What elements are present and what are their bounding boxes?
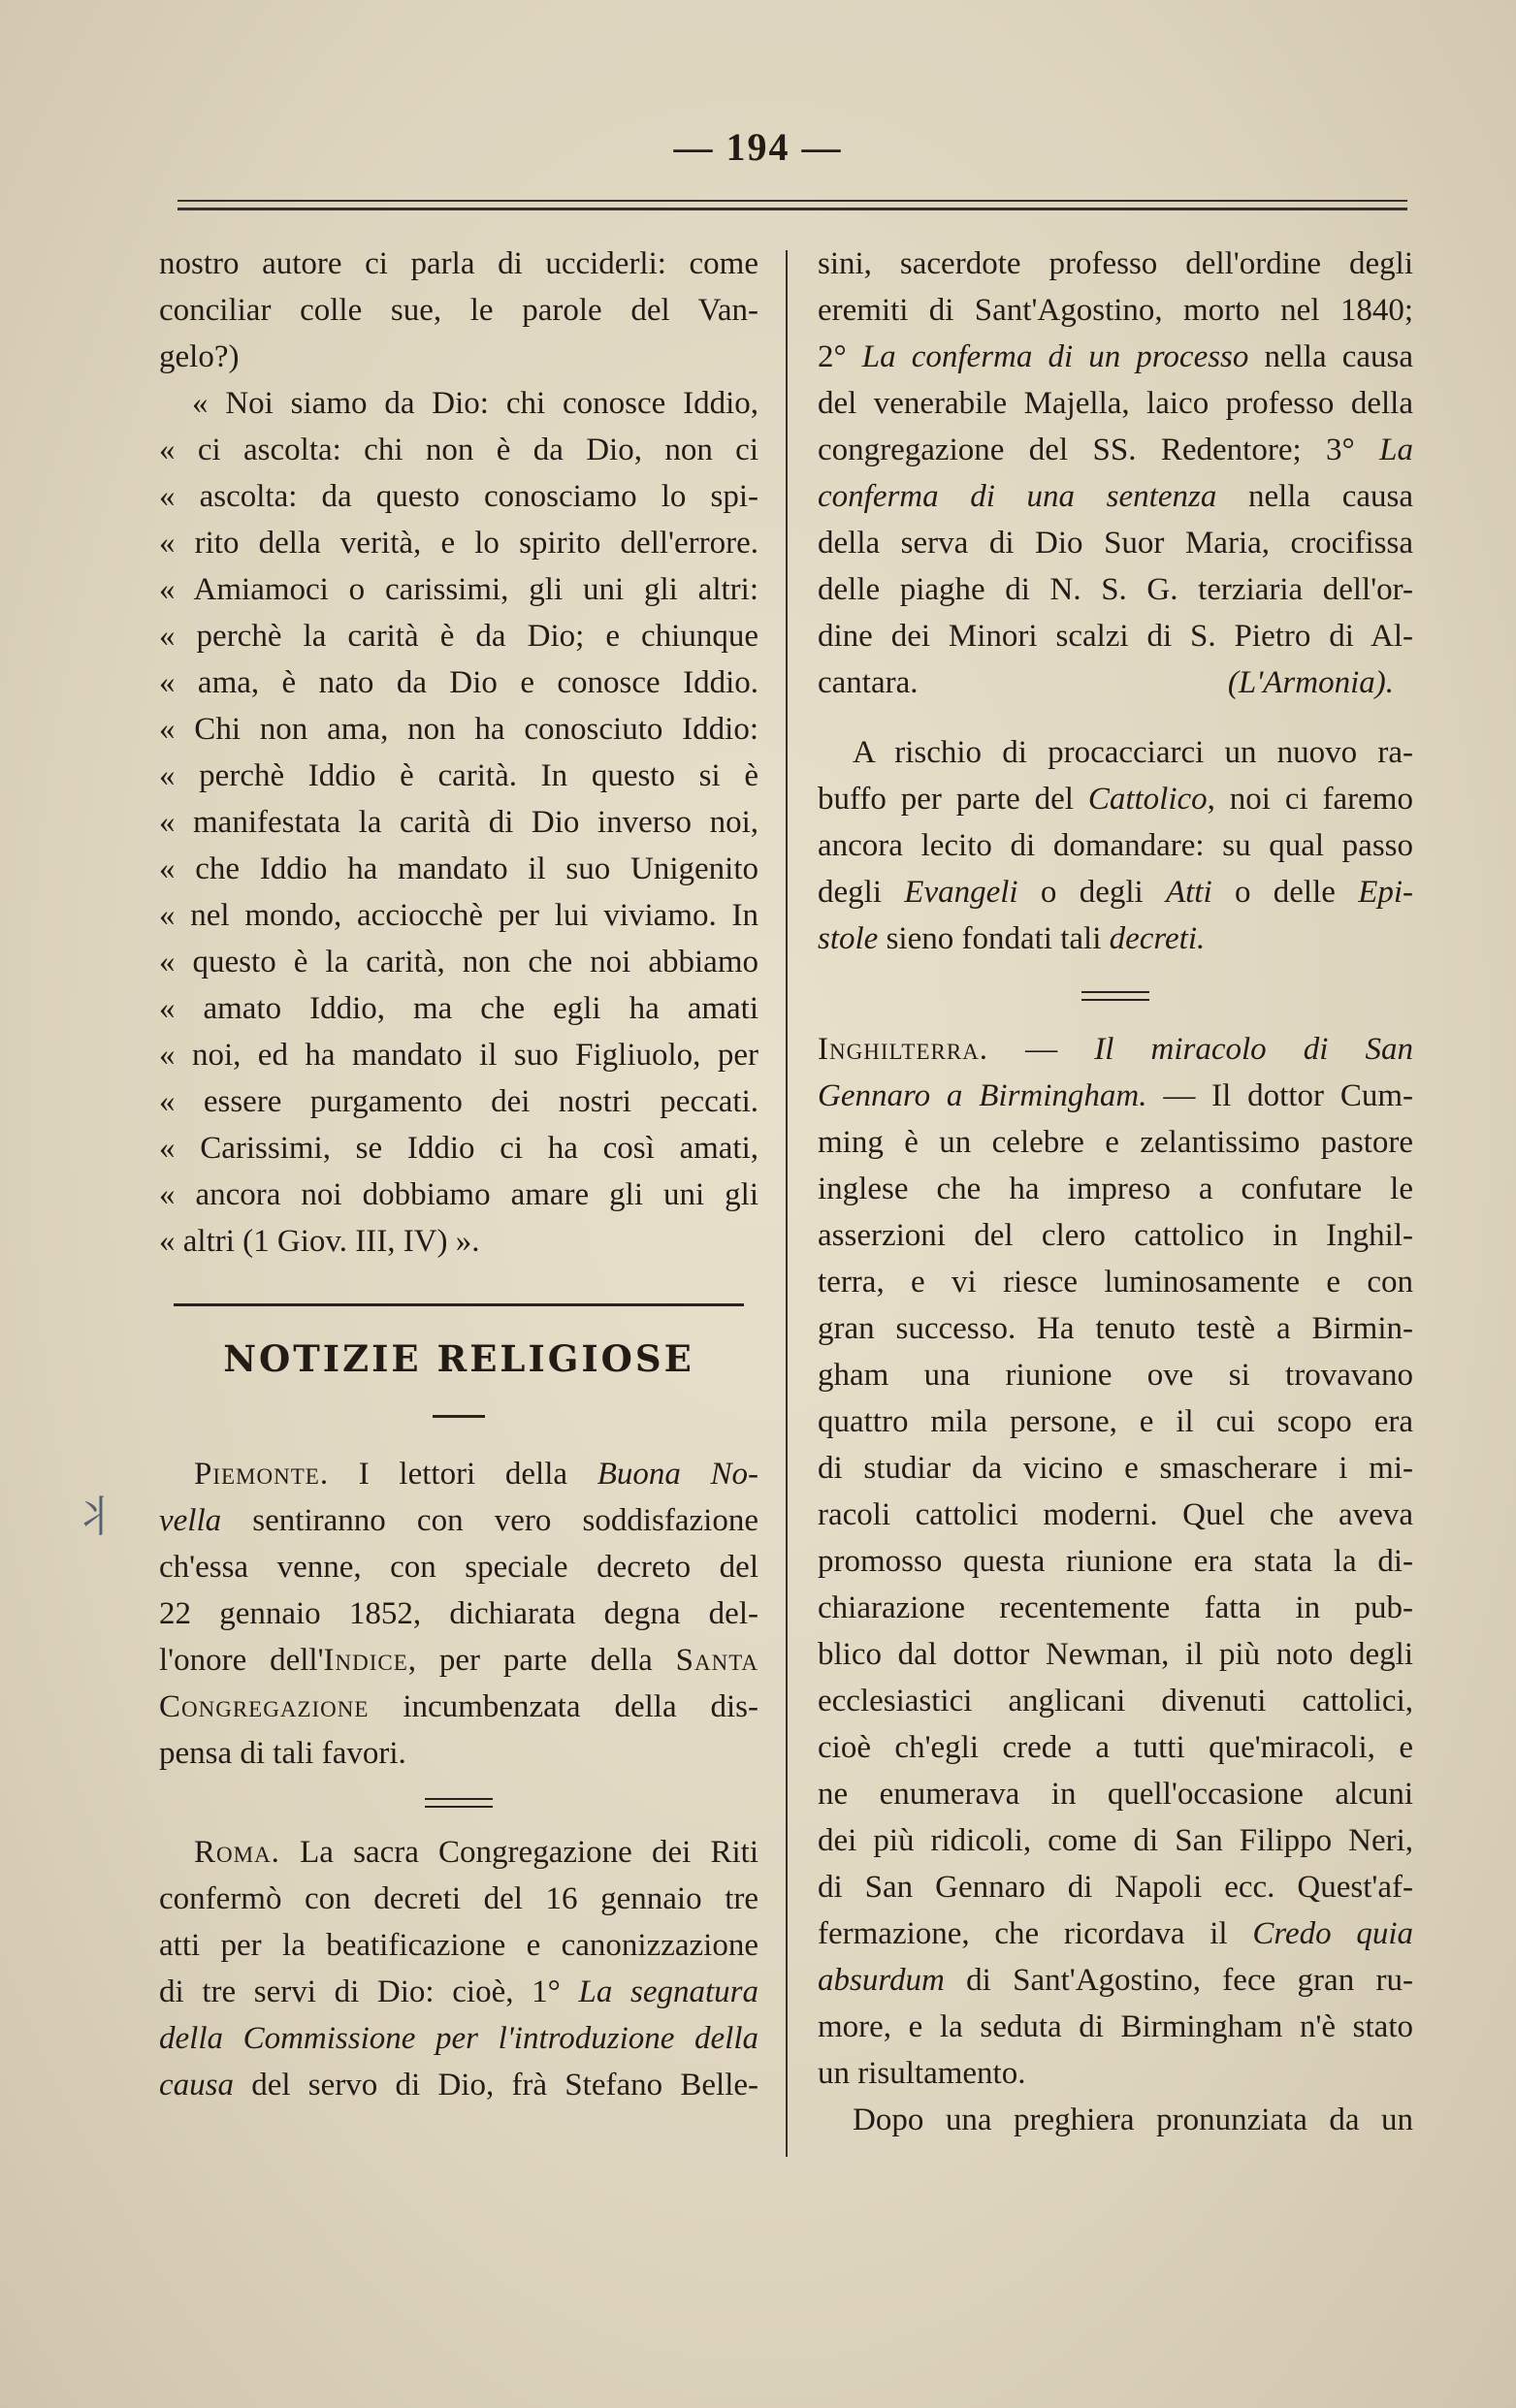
quote-line: « questo è la carità, non che noi abbiamo <box>159 945 758 979</box>
text-line <box>818 1957 1413 2004</box>
quote-line: « perchè Iddio è carità. In questo si è <box>159 758 758 793</box>
text-line: conciliar colle sue, le parole del Van- <box>159 293 758 328</box>
text-run: nella causa <box>1248 339 1413 374</box>
text-line <box>818 869 1413 915</box>
text-line <box>159 1637 758 1684</box>
text-line <box>159 1497 758 1544</box>
right-column <box>818 241 1413 2143</box>
quote-line: « Noi siamo da Dio: chi conosce Iddio, <box>192 386 758 421</box>
text-run: La sacra Congregazione dei Riti <box>279 1835 758 1870</box>
text-line: ne enumerava in quell'occasione alcuni <box>818 1777 1413 1812</box>
italic-run: Cattolico <box>1087 782 1208 817</box>
text-run: di Sant'Agostino, fece gran ru- <box>944 1963 1413 1998</box>
quote-line: « ancora noi dobbiamo amare gli uni gli <box>159 1177 758 1212</box>
quote-line: « amato Iddio, ma che egli ha amati <box>159 991 758 1026</box>
quote-line: « Amiamoci o carissimi, gli uni gli altri: <box>159 572 758 607</box>
text-line: ancora lecito di domandare: su qual passo <box>818 828 1413 863</box>
text-line: racoli cattolici moderni. Quel che aveva <box>818 1497 1413 1532</box>
text-line: un risultamento. <box>818 2056 1026 2091</box>
piemonte-paragraph <box>159 1451 758 1777</box>
quote-line: « ama, è nato da Dio e conosce Iddio. <box>159 665 758 700</box>
text-line: quattro mila persone, e il cui scopo era <box>818 1404 1413 1439</box>
place-name: Roma. <box>194 1835 280 1870</box>
text-run: incumbenzata della dis- <box>369 1689 758 1724</box>
italic-run: causa <box>159 2068 234 2103</box>
quote-line: « altri (1 Giov. III, IV) ». <box>159 1224 480 1259</box>
text-line: ming è un celebre e zelantissimo pastore <box>818 1125 1413 1160</box>
text-run: l'onore dell' <box>159 1643 324 1678</box>
text-run: del servo di Dio, frà Stefano Belle- <box>234 2068 758 2103</box>
italic-run: Atti <box>1165 875 1212 910</box>
text-line: A rischio di procacciarci un nuovo ra- <box>853 735 1413 770</box>
text-line: dine dei Minori scalzi di S. Pietro di Al- <box>818 619 1413 654</box>
text-line: ch'essa venne, con speciale decreto del <box>159 1550 758 1585</box>
italic-run: La segnatura <box>578 1975 758 2009</box>
left-column <box>159 241 758 2108</box>
text-line: confermò con decreti del 16 gennaio tre <box>159 1881 758 1916</box>
text-line: 22 gennaio 1852, dichiarata degna del- <box>159 1596 758 1631</box>
text-line <box>159 1684 758 1730</box>
text-run: o degli <box>1017 875 1166 910</box>
final-paragraph <box>818 2097 1413 2143</box>
italic-run: stole <box>818 921 879 956</box>
inghilterra-paragraph <box>818 1026 1413 2097</box>
text-run: — Il dottor Cum- <box>1146 1078 1413 1113</box>
text-line: ecclesiastici anglicani divenuti cattolici, <box>818 1684 1413 1718</box>
text-line: asserzioni del clero cattolico in Inghil- <box>818 1218 1413 1253</box>
margin-annotation-mark: ⺦ <box>74 1493 116 1542</box>
quote-line: « nel mondo, acciocchè per lui viviamo. In <box>159 898 758 933</box>
text-run: cantara. <box>818 665 919 700</box>
text-line: eremiti di Sant'Agostino, morto nel 1840; <box>818 293 1413 328</box>
text-line: atti per la beatificazione e canonizzazione <box>159 1928 758 1963</box>
quote-line: « che Iddio ha mandato il suo Unigenito <box>159 851 758 886</box>
text-run: nella causa <box>1216 479 1413 514</box>
smallcaps-run: Congregazione <box>159 1689 370 1724</box>
page-number: — 194 — <box>673 125 843 169</box>
source-citation: (L'Armonia). <box>1227 665 1394 700</box>
text-line <box>818 1073 1413 1119</box>
text-line: cioè ch'egli crede a tutti que'miracoli, e <box>818 1730 1413 1765</box>
text-line: Dopo una preghiera pronunziata da un <box>853 2103 1413 2137</box>
text-line <box>159 2062 758 2108</box>
quote-line: « ascolta: da questo conosciamo lo spi- <box>159 479 758 514</box>
quote-line: « Chi non ama, non ha conosciuto Iddio: <box>159 712 758 747</box>
text-line <box>818 1026 1413 1073</box>
text-line: di San Gennaro di Napoli ecc. Quest'af- <box>818 1870 1413 1905</box>
text-line: nostro autore ci parla di ucciderli: come <box>159 246 758 281</box>
text-line: dei più ridicoli, come di San Filippo Neri, <box>818 1823 1413 1858</box>
quote-line: « Carissimi, se Iddio ci ha così amati, <box>159 1131 758 1166</box>
italic-run: Gennaro a Birmingham. <box>818 1078 1147 1113</box>
text-line: della Commissione per l'introduzione della <box>159 2021 758 2056</box>
text-run: fermazione, che ricordava il <box>818 1916 1253 1951</box>
text-line <box>818 776 1413 822</box>
text-line: inglese che ha impreso a confutare le <box>818 1172 1413 1206</box>
roma-paragraph <box>159 1829 758 2108</box>
comment-paragraph <box>818 729 1413 962</box>
scripture-quote <box>159 380 758 1265</box>
opening-paragraph <box>159 241 758 380</box>
text-line <box>818 427 1413 473</box>
italic-run: Epi- <box>1358 875 1414 910</box>
quote-line: « noi, ed ha mandato il suo Figliuolo, per <box>159 1038 758 1073</box>
italic-run: Buona No- <box>597 1457 759 1492</box>
text-line: promosso questa riunione era stata la di- <box>818 1544 1413 1579</box>
text-line: pensa di tali favori. <box>159 1736 406 1771</box>
text-line <box>818 473 1413 520</box>
text-run: I lettori della <box>358 1457 597 1492</box>
italic-run: Evangeli <box>904 875 1018 910</box>
text-line <box>159 1969 758 2015</box>
text-run: , noi ci faremo <box>1207 782 1413 817</box>
section-heading: NOTIZIE RELIGIOSE <box>223 1337 694 1380</box>
italic-run: decreti. <box>1109 921 1206 956</box>
text-run: di tre servi di Dio: cioè, 1° <box>159 1975 579 2009</box>
quote-line: « essere purgamento dei nostri peccati. <box>159 1084 758 1119</box>
quote-line: « ci ascolta: chi non è da Dio, non ci <box>159 433 758 467</box>
place-name: Inghilterra. <box>818 1032 989 1067</box>
quote-line: « perchè la carità è da Dio; e chiunque <box>159 619 758 654</box>
text-run: , per parte della <box>407 1643 676 1678</box>
text-line: gelo?) <box>159 339 240 374</box>
text-line: delle piaghe di N. S. G. terziaria dell'or- <box>818 572 1413 607</box>
text-line: more, e la seduta di Birmingham n'è stato <box>818 2009 1413 2044</box>
header-rule <box>177 200 1407 210</box>
text-run: degli <box>818 875 905 910</box>
text-line: blico dal dottor Newman, il più noto degli <box>818 1637 1413 1672</box>
italic-run: La conferma di un processo <box>861 339 1249 374</box>
text-line <box>159 1451 758 1497</box>
text-line: gham una riunione ove si trovavano <box>818 1358 1413 1393</box>
text-line <box>159 1829 758 1876</box>
text-run: o delle <box>1211 875 1359 910</box>
column-divider <box>786 250 788 2157</box>
smallcaps-run: Santa <box>675 1643 759 1678</box>
text-line: chiarazione recentemente fatta in pub- <box>818 1590 1413 1625</box>
text-line: di studiar da vicino e smascherare i mi- <box>818 1451 1413 1486</box>
paragraph-separator <box>425 1798 493 1808</box>
text-line <box>818 1910 1413 1957</box>
italic-run: Credo quia <box>1252 1916 1413 1951</box>
text-run: congregazione del SS. Redentore; 3° <box>818 433 1380 467</box>
text-run: — <box>988 1032 1095 1067</box>
text-line: gran successo. Ha tenuto testè a Birmin- <box>818 1311 1413 1346</box>
text-run: sentiranno con vero soddisfazione <box>221 1503 758 1538</box>
text-run: 2° <box>818 339 862 374</box>
italic-run: Il miracolo di San <box>1094 1032 1414 1067</box>
roma-continuation <box>818 241 1413 706</box>
italic-run: vella <box>159 1503 222 1538</box>
text-line: terra, e vi riesce luminosamente e con <box>818 1265 1413 1300</box>
smallcaps-run: Indice <box>323 1643 408 1678</box>
quote-line: « manifestata la carità di Dio inverso noi, <box>159 805 758 840</box>
text-line: del venerabile Majella, laico professo della <box>818 386 1413 421</box>
text-line <box>818 334 1413 380</box>
text-line <box>818 915 1413 962</box>
italic-run: absurdum <box>818 1963 945 1998</box>
text-run: buffo per parte del <box>818 782 1088 817</box>
italic-run: La <box>1379 433 1413 467</box>
text-run: sieno fondati tali <box>878 921 1110 956</box>
quote-line: « rito della verità, e lo spirito dell'errore. <box>159 526 758 561</box>
text-line: della serva di Dio Suor Maria, crocifissa <box>818 526 1413 561</box>
text-line <box>818 659 1413 706</box>
place-name: Piemonte. <box>194 1457 330 1492</box>
italic-run: conferma di una sentenza <box>818 479 1217 514</box>
text-line: sini, sacerdote professo dell'ordine degli <box>818 246 1413 281</box>
paragraph-separator <box>1081 991 1149 1001</box>
